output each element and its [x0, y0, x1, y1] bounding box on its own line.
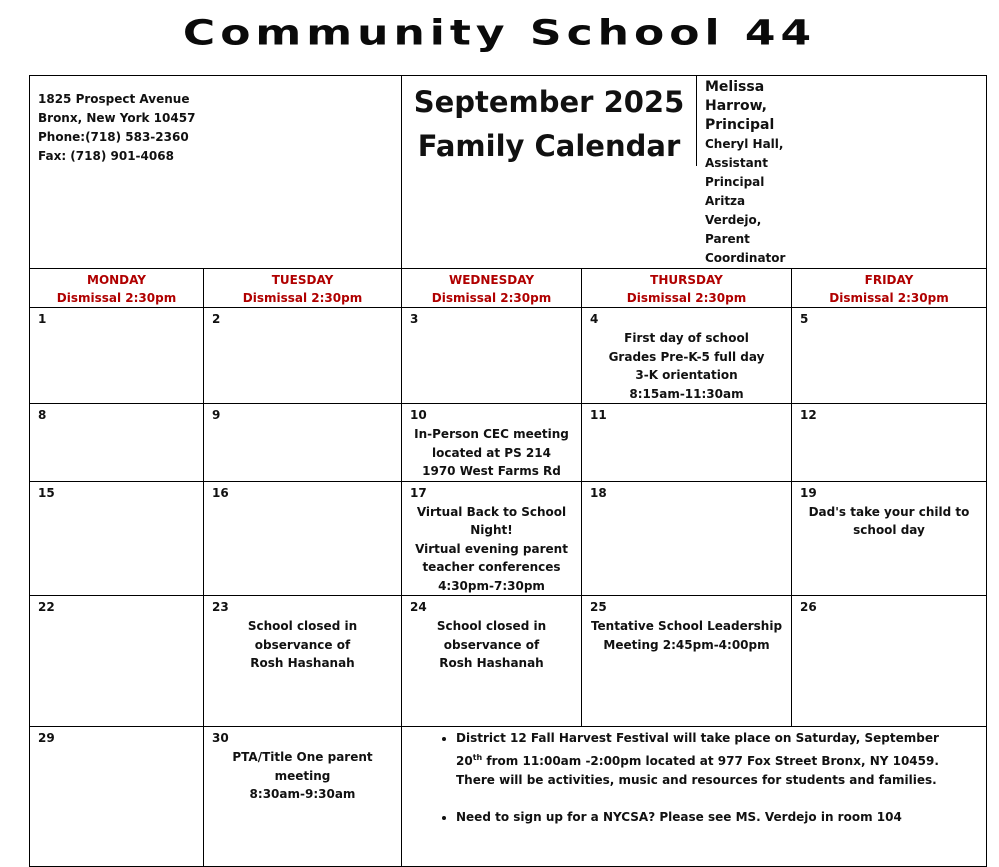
day-cell: 15: [30, 481, 204, 596]
header-tuesday: TUESDAY Dismissal 2:30pm: [204, 269, 402, 308]
day-cell: 10 In-Person CEC meeting located at PS 214 1970 West Farms Rd: [402, 404, 582, 482]
announcements: [402, 727, 987, 867]
school-address: [30, 76, 402, 269]
day-cell: 8: [30, 404, 204, 482]
day-cell: 2: [204, 308, 402, 404]
note-festival: • District 12 Fall Harvest Festival will take place on Saturday, September 20th from 11:00am -2:00pm located at 977 Fox Street Bronx, NY 10459. There will be activities, music and resources for students and families.: [456, 729, 968, 790]
day-cell: 12: [792, 404, 987, 482]
calendar-title: [402, 76, 792, 269]
title-month: September 2025: [413, 85, 685, 119]
day-cell: 29: [30, 727, 204, 867]
address-city: Bronx, New York 10457: [38, 111, 196, 125]
calendar-table: [29, 75, 987, 867]
day-cell: 18: [582, 481, 792, 596]
staff-assistant: Cheryl Hall, Assistant Principal: [705, 137, 784, 189]
day-cell: 25 Tentative School Leadership Meeting 2:45pm-4:00pm: [582, 596, 792, 727]
header-wednesday: WEDNESDAY Dismissal 2:30pm: [402, 269, 582, 308]
day-cell: 3: [402, 308, 582, 404]
day-cell: 23 School closed in observance of Rosh Hashanah: [204, 596, 402, 727]
day-cell: 30 PTA/Title One parent meeting 8:30am-9:30am: [204, 727, 402, 867]
day-cell: 1: [30, 308, 204, 404]
title-subtitle: Family Calendar: [417, 129, 681, 163]
header-monday: MONDAY Dismissal 2:30pm: [30, 269, 204, 308]
day-cell: 26: [792, 596, 987, 727]
day-cell: 16: [204, 481, 402, 596]
day-cell: 17 Virtual Back to School Night! Virtual evening parent teacher conferences 4:30pm-7:30pm: [402, 481, 582, 596]
day-cell: 4 First day of school Grades Pre-K-5 full day 3-K orientation 8:15am-11:30am: [582, 308, 792, 404]
address-phone: Phone:(718) 583-2360: [38, 130, 189, 144]
day-cell: 19 Dad's take your child to school day: [792, 481, 987, 596]
staff-principal: Melissa Harrow, Principal: [705, 79, 775, 133]
staff-coordinator: Aritza Verdejo, Parent Coordinator: [705, 194, 786, 265]
note-nycsa: • Need to sign up for a NYCSA? Please see MS. Verdejo in room 104: [456, 808, 968, 827]
address-street: 1825 Prospect Avenue: [38, 92, 190, 106]
header-friday: FRIDAY Dismissal 2:30pm: [792, 269, 987, 308]
day-cell: 24 School closed in observance of Rosh Hashanah: [402, 596, 582, 727]
staff-spacer: [792, 76, 987, 269]
school-banner-title: Community School 44: [182, 13, 817, 53]
day-cell: 22: [30, 596, 204, 727]
address-fax: Fax: (718) 901-4068: [38, 149, 174, 163]
day-cell: 9: [204, 404, 402, 482]
header-thursday: THURSDAY Dismissal 2:30pm: [582, 269, 792, 308]
day-cell: 5: [792, 308, 987, 404]
day-cell: 11: [582, 404, 792, 482]
